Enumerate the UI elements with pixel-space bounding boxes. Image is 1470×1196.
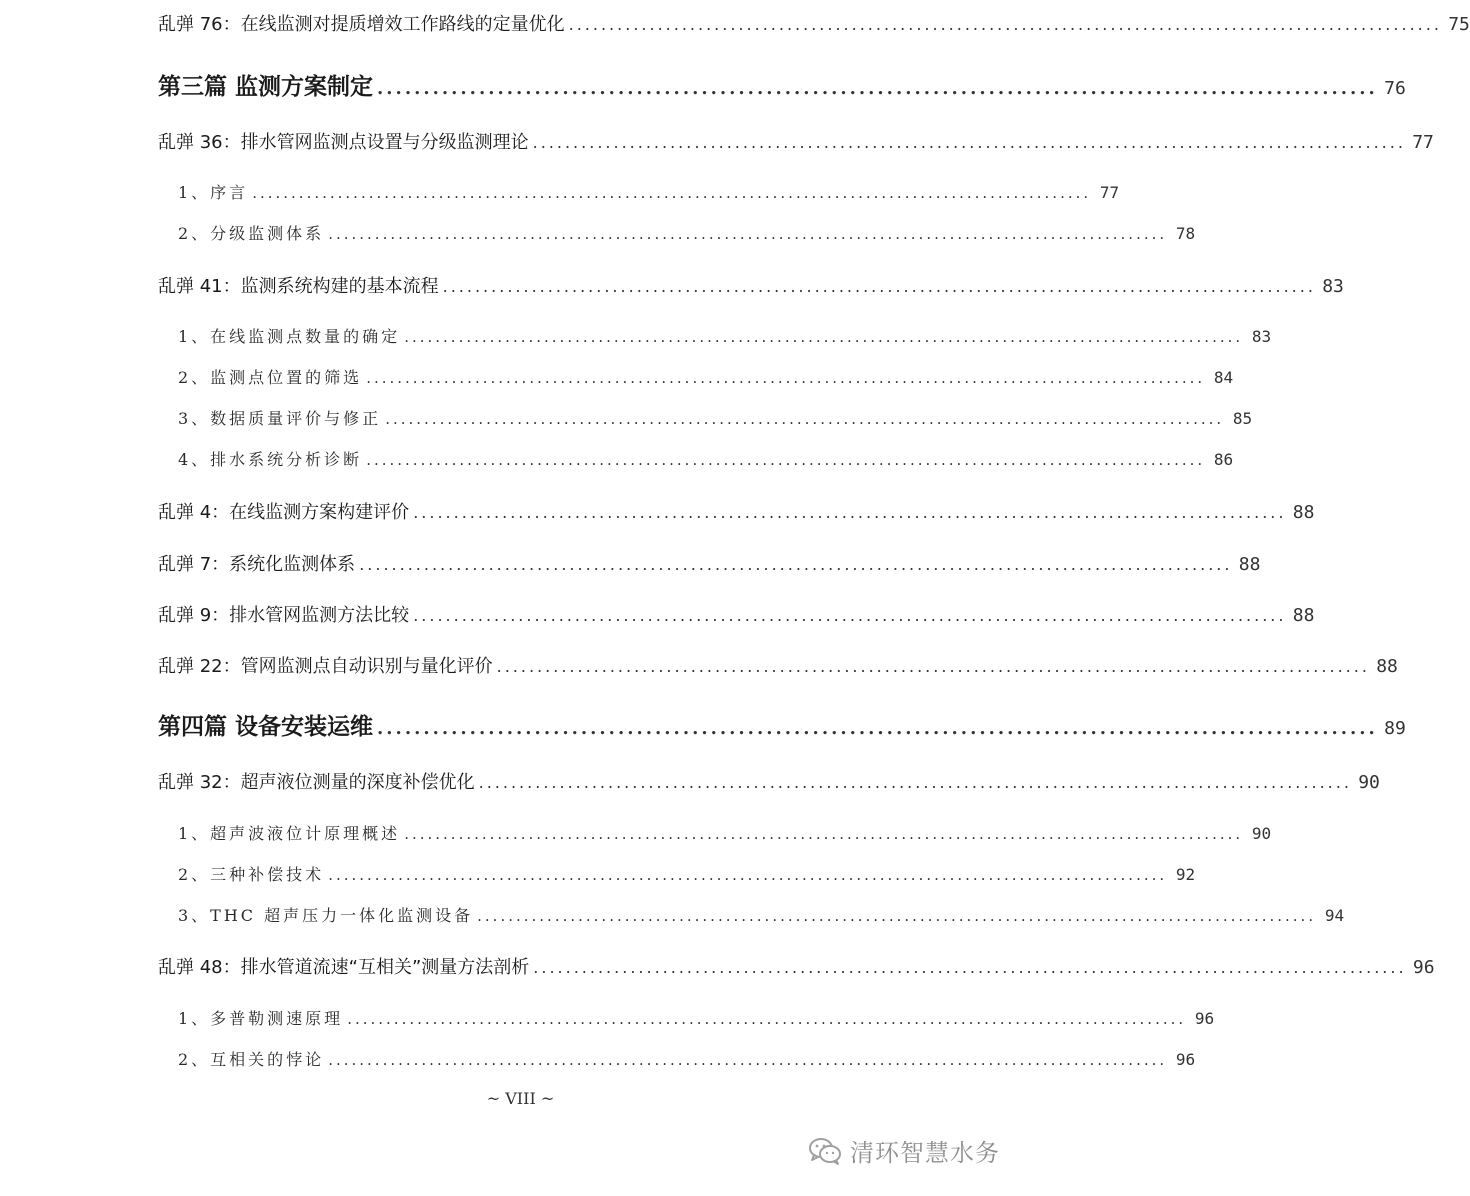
toc-entry-page: 90 xyxy=(1358,772,1380,793)
toc-entry[interactable] xyxy=(158,498,1315,524)
toc-entry-title: 3、THC 超声压力一体化监测设备 xyxy=(178,906,474,925)
toc-entry[interactable] xyxy=(158,550,1261,576)
toc-leader: ............................................................................................................ xyxy=(366,451,1206,469)
toc-entry-title: 乱弹 48：排水管道流速“互相关”测量方法剖析 xyxy=(158,957,530,978)
toc-entry-title: 乱弹 41：监测系统构建的基本流程 xyxy=(158,276,439,297)
toc-leader: ............................................................................................................ xyxy=(413,503,1287,522)
toc-entry-page: 83 xyxy=(1322,276,1344,297)
toc-subentry[interactable] xyxy=(178,1047,1196,1070)
toc-subentry[interactable] xyxy=(178,1006,1215,1029)
toc-entry-title: 4、排水系统分析诊断 xyxy=(178,450,363,469)
toc-leader: ............................................................................................................ xyxy=(478,773,1352,792)
toc-entry[interactable] xyxy=(158,953,1435,979)
toc-subentry[interactable] xyxy=(178,903,1345,926)
toc-subentry[interactable] xyxy=(178,821,1272,844)
toc-entry-title: 1、序言 xyxy=(178,183,249,202)
toc-entry-title: 2、互相关的悖论 xyxy=(178,1050,325,1069)
toc-entry-title: 3、数据质量评价与修正 xyxy=(178,409,382,428)
toc-leader: ............................................................................................................ xyxy=(377,718,1378,739)
toc-leader: ............................................................................................................ xyxy=(328,1051,1168,1069)
wechat-icon xyxy=(808,1136,842,1166)
toc-entry-page: 85 xyxy=(1232,409,1253,428)
toc-leader: ............................................................................................................ xyxy=(477,907,1317,925)
toc-subentry[interactable] xyxy=(178,365,1234,388)
toc-entry[interactable] xyxy=(158,601,1315,627)
toc-entry-title: 乱弹 4：在线监测方案构建评价 xyxy=(158,502,410,523)
toc-entry-page: 84 xyxy=(1213,368,1234,387)
wechat-watermark xyxy=(808,1133,1000,1168)
toc-entry[interactable] xyxy=(158,272,1344,298)
toc-entry-title: 1、超声波液位计原理概述 xyxy=(178,824,401,843)
toc-entry-page: 88 xyxy=(1238,554,1261,575)
toc-leader: ............................................................................................................ xyxy=(377,78,1378,99)
toc-entry-page: 96 xyxy=(1175,1050,1196,1069)
toc-leader: ............................................................................................................ xyxy=(496,657,1370,676)
toc-entry-page: 88 xyxy=(1292,605,1315,626)
toc-entry-page: 77 xyxy=(1412,132,1434,153)
toc-subentry[interactable] xyxy=(178,180,1120,203)
toc-entry-page: 94 xyxy=(1324,906,1345,925)
toc-entry-title: 2、监测点位置的筛选 xyxy=(178,368,363,387)
toc-leader: ............................................................................................................ xyxy=(442,277,1316,296)
toc-entry-page: 96 xyxy=(1194,1009,1215,1028)
toc-leader: ............................................................................................................ xyxy=(404,825,1244,843)
toc-entry[interactable] xyxy=(158,10,1470,36)
toc-entry-title: 乱弹 7：系统化监测体系 xyxy=(158,554,356,575)
toc-subentry[interactable] xyxy=(178,324,1272,347)
toc-entry[interactable] xyxy=(158,128,1434,154)
toc-leader: ............................................................................................................ xyxy=(347,1010,1187,1028)
watermark-text: 清环智慧水务 xyxy=(850,1139,1000,1167)
toc-subentry[interactable] xyxy=(178,862,1196,885)
toc-subentry[interactable] xyxy=(178,221,1196,244)
toc-entry-title: 2、三种补偿技术 xyxy=(178,865,325,884)
toc-leader: ............................................................................................................ xyxy=(328,225,1168,243)
toc-entry-title: 乱弹 32：超声液位测量的深度补偿优化 xyxy=(158,772,475,793)
toc-entry[interactable] xyxy=(158,652,1398,678)
toc-entry-page: 92 xyxy=(1175,865,1196,884)
toc-entry-page: 83 xyxy=(1251,327,1272,346)
toc-entry-title: 1、在线监测点数量的确定 xyxy=(178,327,401,346)
toc-entry-page: 77 xyxy=(1099,183,1120,202)
toc-part-entry[interactable] xyxy=(158,68,1406,101)
toc-entry-page: 78 xyxy=(1175,224,1196,243)
toc-subentry[interactable] xyxy=(178,406,1253,429)
toc-entry-page: 75 xyxy=(1448,14,1470,35)
toc-leader: ............................................................................................................ xyxy=(252,184,1092,202)
toc-leader: ............................................................................................................ xyxy=(413,606,1287,625)
toc-entry-title: 第三篇 监测方案制定 xyxy=(158,74,374,100)
toc-leader: ............................................................................................................ xyxy=(385,410,1225,428)
toc-leader: ............................................................................................................ xyxy=(568,15,1442,34)
toc-entry-title: 乱弹 9：排水管网监测方法比较 xyxy=(158,605,410,626)
toc-leader: ............................................................................................................ xyxy=(328,866,1168,884)
toc-part-entry[interactable] xyxy=(158,708,1406,741)
toc-leader: ............................................................................................................ xyxy=(404,328,1244,346)
toc-entry[interactable] xyxy=(158,768,1380,794)
page-number-footer: ~ VIII ~ xyxy=(486,1089,555,1108)
toc-subentry[interactable] xyxy=(178,447,1234,470)
toc-entry-page: 76 xyxy=(1384,78,1406,99)
toc-entry-page: 88 xyxy=(1376,656,1398,677)
toc-leader: ............................................................................................................ xyxy=(359,555,1233,574)
toc-entry-title: 乱弹 76：在线监测对提质增效工作路线的定量优化 xyxy=(158,14,565,35)
toc-entry-title: 1、多普勒测速原理 xyxy=(178,1009,344,1028)
toc-entry-title: 乱弹 22：管网监测点自动识别与量化评价 xyxy=(158,656,493,677)
toc-entry-page: 88 xyxy=(1292,502,1315,523)
toc-entry-title: 2、分级监测体系 xyxy=(178,224,325,243)
toc-entry-page: 86 xyxy=(1213,450,1234,469)
toc-leader: ............................................................................................................ xyxy=(533,958,1407,977)
toc-entry-title: 第四篇 设备安装运维 xyxy=(158,714,374,740)
toc-entry-page: 89 xyxy=(1384,718,1406,739)
toc-entry-title: 乱弹 36：排水管网监测点设置与分级监测理论 xyxy=(158,132,529,153)
toc-leader: ............................................................................................................ xyxy=(532,133,1406,152)
toc-leader: ............................................................................................................ xyxy=(366,369,1206,387)
toc-entry-page: 96 xyxy=(1412,957,1435,978)
toc-entry-page: 90 xyxy=(1251,824,1272,843)
